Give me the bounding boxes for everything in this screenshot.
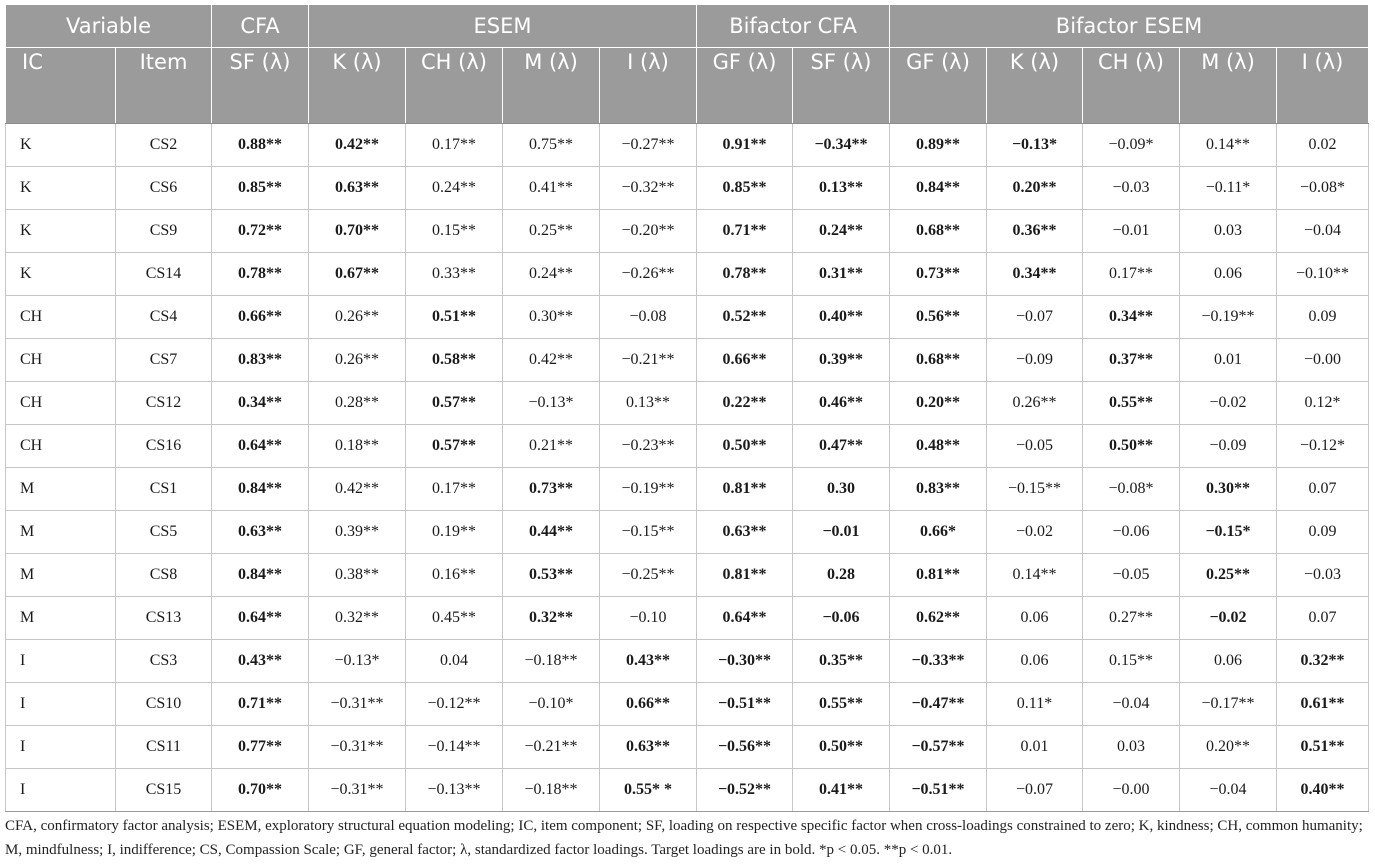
loading-cell: 0.81** — [697, 554, 793, 597]
loading-cell: 0.67** — [309, 253, 406, 296]
loading-cell: 0.26** — [309, 296, 406, 339]
loading-cell: 0.66* — [890, 511, 987, 554]
loading-cell: 0.55* * — [600, 769, 697, 812]
loading-cell: 0.24** — [793, 210, 890, 253]
table-row — [6, 339, 1369, 382]
loading-cell: 0.40** — [1277, 769, 1369, 812]
loading-cell: 0.68** — [890, 339, 987, 382]
loading-cell: −0.04 — [1277, 210, 1369, 253]
loading-cell: 0.39** — [793, 339, 890, 382]
loading-cell: −0.13* — [987, 124, 1083, 167]
table-row — [6, 210, 1369, 253]
loading-cell: 0.35** — [793, 640, 890, 683]
item-cell: CS7 — [116, 339, 212, 382]
loading-cell: 0.22** — [697, 382, 793, 425]
loading-cell: 0.58** — [406, 339, 503, 382]
item-cell: CS5 — [116, 511, 212, 554]
loading-cell: 0.73** — [503, 468, 600, 511]
loading-cell: 0.17** — [406, 124, 503, 167]
loading-cell: −0.10** — [1277, 253, 1369, 296]
loading-cell: 0.06 — [1180, 640, 1277, 683]
loading-cell: 0.63** — [697, 511, 793, 554]
item-cell: CS11 — [116, 726, 212, 769]
group-esem: ESEM — [309, 5, 697, 48]
ic-cell: K — [6, 124, 116, 167]
loading-cell: −0.08* — [1277, 167, 1369, 210]
loading-cell: 0.85** — [212, 167, 309, 210]
loading-cell: −0.27** — [600, 124, 697, 167]
loading-cell: 0.50** — [1083, 425, 1180, 468]
loading-cell: −0.21** — [600, 339, 697, 382]
item-cell: CS3 — [116, 640, 212, 683]
col-esem-i: I (λ) — [600, 48, 697, 124]
loading-cell: 0.20** — [987, 167, 1083, 210]
loading-cell: 0.57** — [406, 382, 503, 425]
loading-cell: 0.42** — [309, 468, 406, 511]
loading-cell: 0.34** — [987, 253, 1083, 296]
loading-cell: 0.30** — [503, 296, 600, 339]
loading-cell: 0.28 — [793, 554, 890, 597]
loading-cell: 0.34** — [1083, 296, 1180, 339]
loading-cell: 0.30** — [1180, 468, 1277, 511]
table-row — [6, 124, 1369, 167]
ic-cell: I — [6, 683, 116, 726]
loading-cell: −0.06 — [793, 597, 890, 640]
loading-cell: 0.50** — [697, 425, 793, 468]
loading-cell: 0.31** — [793, 253, 890, 296]
loading-cell: 0.56** — [890, 296, 987, 339]
loading-cell: 0.04 — [406, 640, 503, 683]
loading-cell: −0.13* — [309, 640, 406, 683]
loading-cell: −0.31** — [309, 726, 406, 769]
loading-cell: −0.26** — [600, 253, 697, 296]
col-besem-gf: GF (λ) — [890, 48, 987, 124]
loading-cell: 0.55** — [793, 683, 890, 726]
loading-cell: 0.91** — [697, 124, 793, 167]
loading-cell: 0.14** — [987, 554, 1083, 597]
item-cell: CS10 — [116, 683, 212, 726]
table-row — [6, 425, 1369, 468]
loading-cell: 0.09 — [1277, 511, 1369, 554]
table-row — [6, 468, 1369, 511]
table-container — [5, 5, 1368, 812]
ic-cell: I — [6, 769, 116, 812]
col-besem-ch: CH (λ) — [1083, 48, 1180, 124]
loading-cell: 0.63** — [212, 511, 309, 554]
table-row — [6, 597, 1369, 640]
loading-cell: −0.12* — [1277, 425, 1369, 468]
header-group-row — [6, 5, 1369, 48]
table-row — [6, 253, 1369, 296]
loading-cell: 0.64** — [212, 425, 309, 468]
loading-cell: −0.10* — [503, 683, 600, 726]
table-row — [6, 726, 1369, 769]
group-bifactor-esem: Bifactor ESEM — [890, 5, 1369, 48]
loading-cell: 0.34** — [212, 382, 309, 425]
loading-cell: −0.31** — [309, 683, 406, 726]
loading-cell: −0.07 — [987, 769, 1083, 812]
loading-cell: 0.51** — [406, 296, 503, 339]
item-cell: CS12 — [116, 382, 212, 425]
loading-cell: 0.27** — [1083, 597, 1180, 640]
loading-cell: 0.53** — [503, 554, 600, 597]
loading-cell: 0.44** — [503, 511, 600, 554]
loading-cell: 0.15** — [1083, 640, 1180, 683]
table-body — [6, 124, 1369, 812]
ic-cell: M — [6, 597, 116, 640]
ic-cell: M — [6, 511, 116, 554]
loading-cell: −0.13** — [406, 769, 503, 812]
loading-cell: 0.83** — [212, 339, 309, 382]
group-variable: Variable — [6, 5, 212, 48]
loading-cell: −0.30** — [697, 640, 793, 683]
loading-cell: 0.88** — [212, 124, 309, 167]
loading-cell: −0.47** — [890, 683, 987, 726]
loading-cell: 0.85** — [697, 167, 793, 210]
col-bcfa-gf: GF (λ) — [697, 48, 793, 124]
loading-cell: 0.09 — [1277, 296, 1369, 339]
loading-cell: 0.06 — [987, 597, 1083, 640]
loading-cell: 0.64** — [212, 597, 309, 640]
loading-cell: 0.50** — [793, 726, 890, 769]
loading-cell: −0.13* — [503, 382, 600, 425]
col-besem-i: I (λ) — [1277, 48, 1369, 124]
loading-cell: 0.07 — [1277, 468, 1369, 511]
col-besem-m: M (λ) — [1180, 48, 1277, 124]
loading-cell: 0.55** — [1083, 382, 1180, 425]
col-esem-m: M (λ) — [503, 48, 600, 124]
loading-cell: −0.19** — [600, 468, 697, 511]
loading-cell: 0.84** — [890, 167, 987, 210]
loading-cell: 0.39** — [309, 511, 406, 554]
loading-cell: 0.28** — [309, 382, 406, 425]
loading-cell: −0.34** — [793, 124, 890, 167]
ic-cell: I — [6, 640, 116, 683]
loading-cell: −0.18** — [503, 640, 600, 683]
loading-cell: 0.77** — [212, 726, 309, 769]
loading-cell: 0.14** — [1180, 124, 1277, 167]
item-cell: CS9 — [116, 210, 212, 253]
loading-cell: 0.48** — [890, 425, 987, 468]
table-row — [6, 683, 1369, 726]
item-cell: CS1 — [116, 468, 212, 511]
loading-cell: 0.63** — [309, 167, 406, 210]
loading-cell: 0.26** — [987, 382, 1083, 425]
loading-cell: 0.84** — [212, 468, 309, 511]
loading-cell: 0.71** — [697, 210, 793, 253]
factor-loadings-table — [5, 5, 1369, 812]
table-row — [6, 167, 1369, 210]
loading-cell: 0.32** — [503, 597, 600, 640]
loading-cell: −0.02 — [1180, 597, 1277, 640]
loading-cell: −0.32** — [600, 167, 697, 210]
loading-cell: 0.42** — [503, 339, 600, 382]
loading-cell: 0.38** — [309, 554, 406, 597]
col-besem-k: K (λ) — [987, 48, 1083, 124]
col-bcfa-sf: SF (λ) — [793, 48, 890, 124]
loading-cell: 0.66** — [600, 683, 697, 726]
loading-cell: −0.07 — [987, 296, 1083, 339]
loading-cell: 0.81** — [697, 468, 793, 511]
loading-cell: 0.11* — [987, 683, 1083, 726]
loading-cell: 0.47** — [793, 425, 890, 468]
loading-cell: 0.64** — [697, 597, 793, 640]
ic-cell: I — [6, 726, 116, 769]
loading-cell: 0.46** — [793, 382, 890, 425]
loading-cell: 0.51** — [1277, 726, 1369, 769]
loading-cell: 0.13** — [793, 167, 890, 210]
loading-cell: 0.01 — [1180, 339, 1277, 382]
loading-cell: 0.68** — [890, 210, 987, 253]
loading-cell: 0.78** — [697, 253, 793, 296]
loading-cell: 0.66** — [212, 296, 309, 339]
loading-cell: −0.57** — [890, 726, 987, 769]
loading-cell: −0.23** — [600, 425, 697, 468]
loading-cell: 0.19** — [406, 511, 503, 554]
loading-cell: −0.05 — [1083, 554, 1180, 597]
loading-cell: −0.31** — [309, 769, 406, 812]
loading-cell: −0.15* — [1180, 511, 1277, 554]
loading-cell: 0.36** — [987, 210, 1083, 253]
loading-cell: 0.24** — [406, 167, 503, 210]
loading-cell: −0.03 — [1277, 554, 1369, 597]
loading-cell: 0.01 — [987, 726, 1083, 769]
loading-cell: 0.33** — [406, 253, 503, 296]
loading-cell: 0.17** — [1083, 253, 1180, 296]
loading-cell: −0.01 — [1083, 210, 1180, 253]
col-ic: IC — [6, 48, 116, 124]
loading-cell: −0.04 — [1083, 683, 1180, 726]
loading-cell: 0.62** — [890, 597, 987, 640]
loading-cell: 0.25** — [503, 210, 600, 253]
loading-cell: −0.09* — [1083, 124, 1180, 167]
loading-cell: 0.16** — [406, 554, 503, 597]
ic-cell: CH — [6, 425, 116, 468]
loading-cell: 0.15** — [406, 210, 503, 253]
loading-cell: −0.33** — [890, 640, 987, 683]
col-esem-ch: CH (λ) — [406, 48, 503, 124]
loading-cell: 0.66** — [697, 339, 793, 382]
group-bifactor-cfa: Bifactor CFA — [697, 5, 890, 48]
loading-cell: −0.17** — [1180, 683, 1277, 726]
loading-cell: 0.32** — [1277, 640, 1369, 683]
loading-cell: 0.02 — [1277, 124, 1369, 167]
loading-cell: 0.45** — [406, 597, 503, 640]
loading-cell: −0.08* — [1083, 468, 1180, 511]
loading-cell: 0.42** — [309, 124, 406, 167]
col-esem-k: K (λ) — [309, 48, 406, 124]
loading-cell: 0.21** — [503, 425, 600, 468]
loading-cell: −0.02 — [987, 511, 1083, 554]
loading-cell: −0.10 — [600, 597, 697, 640]
loading-cell: 0.41** — [503, 167, 600, 210]
loading-cell: 0.78** — [212, 253, 309, 296]
item-cell: CS4 — [116, 296, 212, 339]
ic-cell: CH — [6, 339, 116, 382]
item-cell: CS14 — [116, 253, 212, 296]
loading-cell: −0.02 — [1180, 382, 1277, 425]
loading-cell: 0.52** — [697, 296, 793, 339]
loading-cell: 0.06 — [987, 640, 1083, 683]
group-cfa: CFA — [212, 5, 309, 48]
loading-cell: 0.71** — [212, 683, 309, 726]
loading-cell: 0.70** — [309, 210, 406, 253]
ic-cell: M — [6, 554, 116, 597]
loading-cell: 0.81** — [890, 554, 987, 597]
loading-cell: 0.26** — [309, 339, 406, 382]
loading-cell: 0.72** — [212, 210, 309, 253]
loading-cell: 0.73** — [890, 253, 987, 296]
item-cell: CS6 — [116, 167, 212, 210]
table-row — [6, 511, 1369, 554]
loading-cell: 0.03 — [1180, 210, 1277, 253]
loading-cell: 0.12* — [1277, 382, 1369, 425]
loading-cell: −0.14** — [406, 726, 503, 769]
loading-cell: −0.56** — [697, 726, 793, 769]
item-cell: CS16 — [116, 425, 212, 468]
item-cell: CS15 — [116, 769, 212, 812]
loading-cell: −0.05 — [987, 425, 1083, 468]
loading-cell: −0.20** — [600, 210, 697, 253]
table-row — [6, 640, 1369, 683]
loading-cell: −0.03 — [1083, 167, 1180, 210]
loading-cell: 0.25** — [1180, 554, 1277, 597]
ic-cell: CH — [6, 296, 116, 339]
loading-cell: 0.37** — [1083, 339, 1180, 382]
table-row — [6, 382, 1369, 425]
item-cell: CS13 — [116, 597, 212, 640]
loading-cell: −0.11* — [1180, 167, 1277, 210]
loading-cell: −0.00 — [1277, 339, 1369, 382]
loading-cell: 0.63** — [600, 726, 697, 769]
loading-cell: 0.30 — [793, 468, 890, 511]
item-cell: CS8 — [116, 554, 212, 597]
loading-cell: 0.20** — [1180, 726, 1277, 769]
loading-cell: −0.15** — [600, 511, 697, 554]
loading-cell: −0.21** — [503, 726, 600, 769]
loading-cell: −0.06 — [1083, 511, 1180, 554]
ic-cell: M — [6, 468, 116, 511]
loading-cell: −0.12** — [406, 683, 503, 726]
loading-cell: 0.32** — [309, 597, 406, 640]
loading-cell: 0.13** — [600, 382, 697, 425]
table-footnote: CFA, confirmatory factor analysis; ESEM, exploratory structural equation modeling; IC, item component; SF, loading on respective specific factor when cross-loadings constrained to zero; K, kindness; CH, common humanity; M, mindfulness; I, indifference; CS, Compassion Scale; GF, general factor; λ, standardized factor loadings. Target loadings are in bold. *p < 0.05. **p < 0.01. — [5, 818, 1363, 858]
loading-cell: −0.01 — [793, 511, 890, 554]
ic-cell: CH — [6, 382, 116, 425]
loading-cell: −0.09 — [1180, 425, 1277, 468]
loading-cell: 0.20** — [890, 382, 987, 425]
loading-cell: 0.18** — [309, 425, 406, 468]
loading-cell: 0.06 — [1180, 253, 1277, 296]
loading-cell: 0.07 — [1277, 597, 1369, 640]
item-cell: CS2 — [116, 124, 212, 167]
loading-cell: −0.15** — [987, 468, 1083, 511]
loading-cell: 0.03 — [1083, 726, 1180, 769]
loading-cell: 0.75** — [503, 124, 600, 167]
loading-cell: −0.25** — [600, 554, 697, 597]
table-header — [6, 5, 1369, 124]
loading-cell: −0.19** — [1180, 296, 1277, 339]
loading-cell: −0.00 — [1083, 769, 1180, 812]
loading-cell: −0.09 — [987, 339, 1083, 382]
col-cfa-sf: SF (λ) — [212, 48, 309, 124]
loading-cell: −0.52** — [697, 769, 793, 812]
ic-cell: K — [6, 167, 116, 210]
loading-cell: 0.24** — [503, 253, 600, 296]
loading-cell: −0.08 — [600, 296, 697, 339]
loading-cell: −0.04 — [1180, 769, 1277, 812]
loading-cell: 0.43** — [600, 640, 697, 683]
table-row — [6, 769, 1369, 812]
loading-cell: 0.89** — [890, 124, 987, 167]
loading-cell: 0.43** — [212, 640, 309, 683]
loading-cell: −0.18** — [503, 769, 600, 812]
table-row — [6, 296, 1369, 339]
loading-cell: 0.41** — [793, 769, 890, 812]
ic-cell: K — [6, 210, 116, 253]
loading-cell: 0.40** — [793, 296, 890, 339]
loading-cell: −0.51** — [890, 769, 987, 812]
loading-cell: 0.57** — [406, 425, 503, 468]
ic-cell: K — [6, 253, 116, 296]
loading-cell: 0.83** — [890, 468, 987, 511]
col-item: Item — [116, 48, 212, 124]
loading-cell: 0.17** — [406, 468, 503, 511]
table-row — [6, 554, 1369, 597]
header-column-row — [6, 48, 1369, 124]
loading-cell: 0.70** — [212, 769, 309, 812]
loading-cell: 0.61** — [1277, 683, 1369, 726]
loading-cell: 0.84** — [212, 554, 309, 597]
loading-cell: −0.51** — [697, 683, 793, 726]
